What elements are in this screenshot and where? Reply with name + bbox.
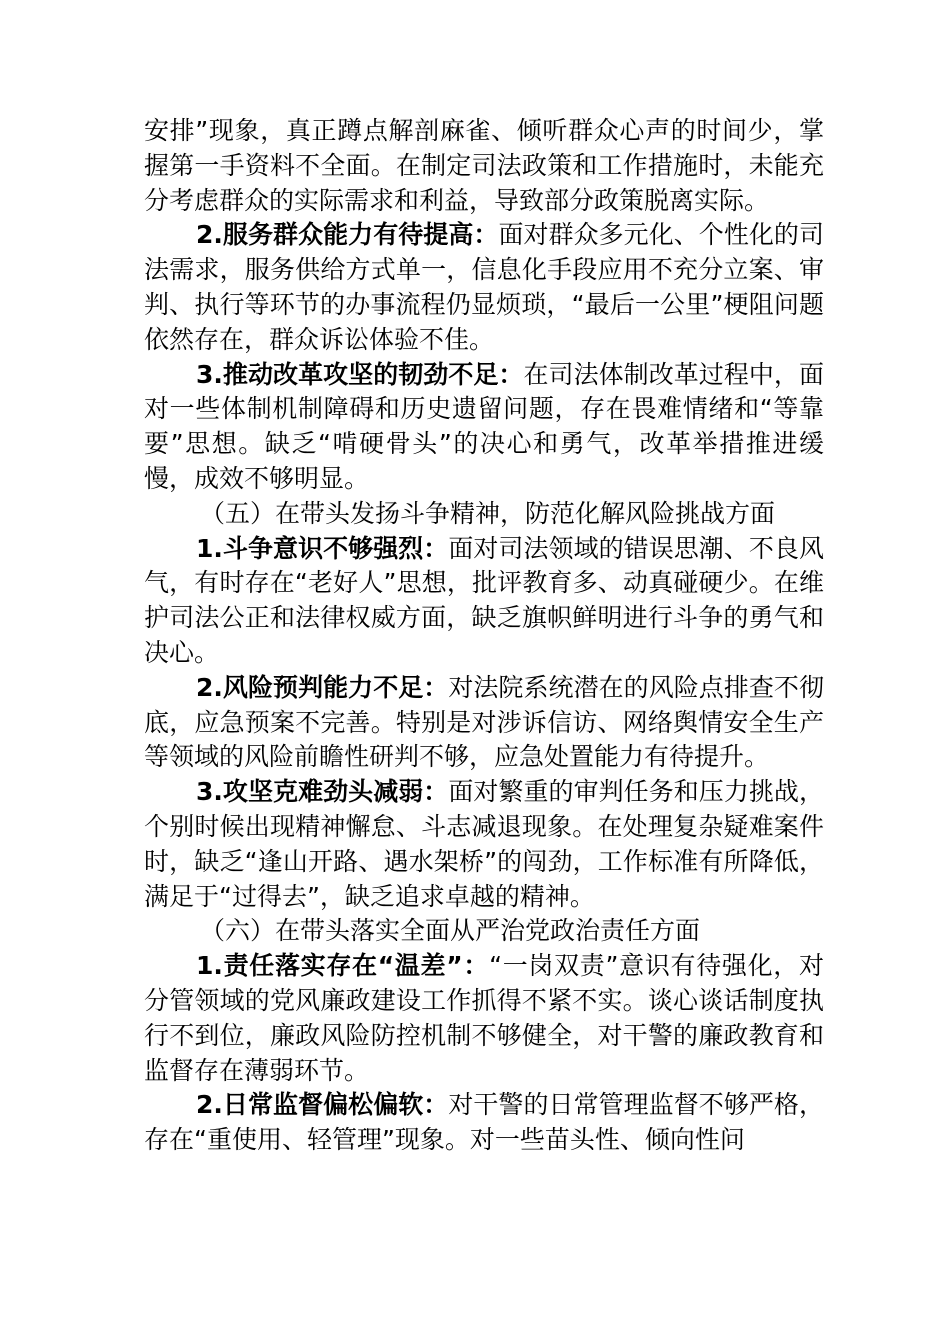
item-title: 1.斗争意识不够强烈：: [196, 533, 449, 563]
item-tackling-difficulties: [144, 775, 824, 914]
item-text: 对法院系统潜在的风险点排查不彻底，应急预案不完善。特别是对涉诉信访、网络舆情安全生产等领域的风险前瞻性研判不够，应急处置能力有待提升。: [144, 672, 824, 772]
item-title: 2.日常监督偏松偏软：: [196, 1090, 449, 1120]
item-text: “一岗双责”意识有待强化，对分管领域的党风廉政建设工作抓得不紧不实。谈心谈话制度执行不到位，廉政风险防控机制不够健全，对干警的廉政教育和监督存在薄弱环节。: [144, 951, 824, 1085]
document-page: [144, 114, 824, 1158]
item-text: 对干警的日常管理监督不够严格，存在“重使用、轻管理”现象。对一些苗头性、倾向性问: [144, 1090, 824, 1155]
section-heading-6: [144, 914, 824, 949]
item-title: 3.推动改革攻坚的韧劲不足：: [196, 359, 524, 389]
item-title: 3.攻坚克难劲头减弱：: [196, 777, 449, 807]
item-risk-prediction: [144, 671, 824, 775]
item-service-ability: [144, 218, 824, 357]
paragraph-text: 安排”现象，真正蹲点解剖麻雀、倾听群众心声的时间少，掌握第一手资料不全面。在制定司法政策和工作措施时，未能充分考虑群众的实际需求和利益，导致部分政策脱离实际。: [144, 116, 824, 215]
section-heading-5: [144, 497, 824, 532]
paragraph-continuation: [144, 114, 824, 218]
item-text: 在司法体制改革过程中，面对一些体制机制障碍和历史遗留问题，存在畏难情绪和“等靠要”思想。缺乏“啃硬骨头”的决心和勇气，改革举措推进缓慢，成效不够明显。: [144, 359, 824, 493]
item-struggle-awareness: [144, 532, 824, 671]
item-text: 面对群众多元化、个性化的司法需求，服务供给方式单一，信息化手段应用不充分立案、审判、执行等环节的办事流程仍显烦琐，“最后一公里”梗阻问题依然存在，群众诉讼体验不佳。: [144, 220, 824, 354]
item-title: 2.服务群众能力有待提高：: [196, 220, 499, 250]
item-reform-tenacity: [144, 358, 824, 497]
item-daily-supervision: [144, 1088, 824, 1158]
heading-text: （六）在带头落实全面从严治党政治责任方面: [200, 916, 701, 946]
item-title: 1.责任落实存在“温差”：: [196, 951, 490, 981]
heading-text: （五）在带头发扬斗争精神，防范化解风险挑战方面: [200, 498, 776, 528]
item-text: 面对司法领域的错误思潮、不良风气，有时存在“老好人”思想，批评教育多、动真碰硬少。在维护司法公正和法律权威方面，缺乏旗帜鲜明进行斗争的勇气和决心。: [144, 533, 824, 667]
item-title: 2.风险预判能力不足：: [196, 672, 449, 702]
item-responsibility-gap: [144, 949, 824, 1088]
item-text: 面对繁重的审判任务和压力挑战，个别时候出现精神懈怠、斗志减退现象。在处理复杂疑难案件时，缺乏“逢山开路、遇水架桥”的闯劲，工作标准有所降低，满足于“过得去”，缺乏追求卓越的精神。: [144, 777, 824, 911]
